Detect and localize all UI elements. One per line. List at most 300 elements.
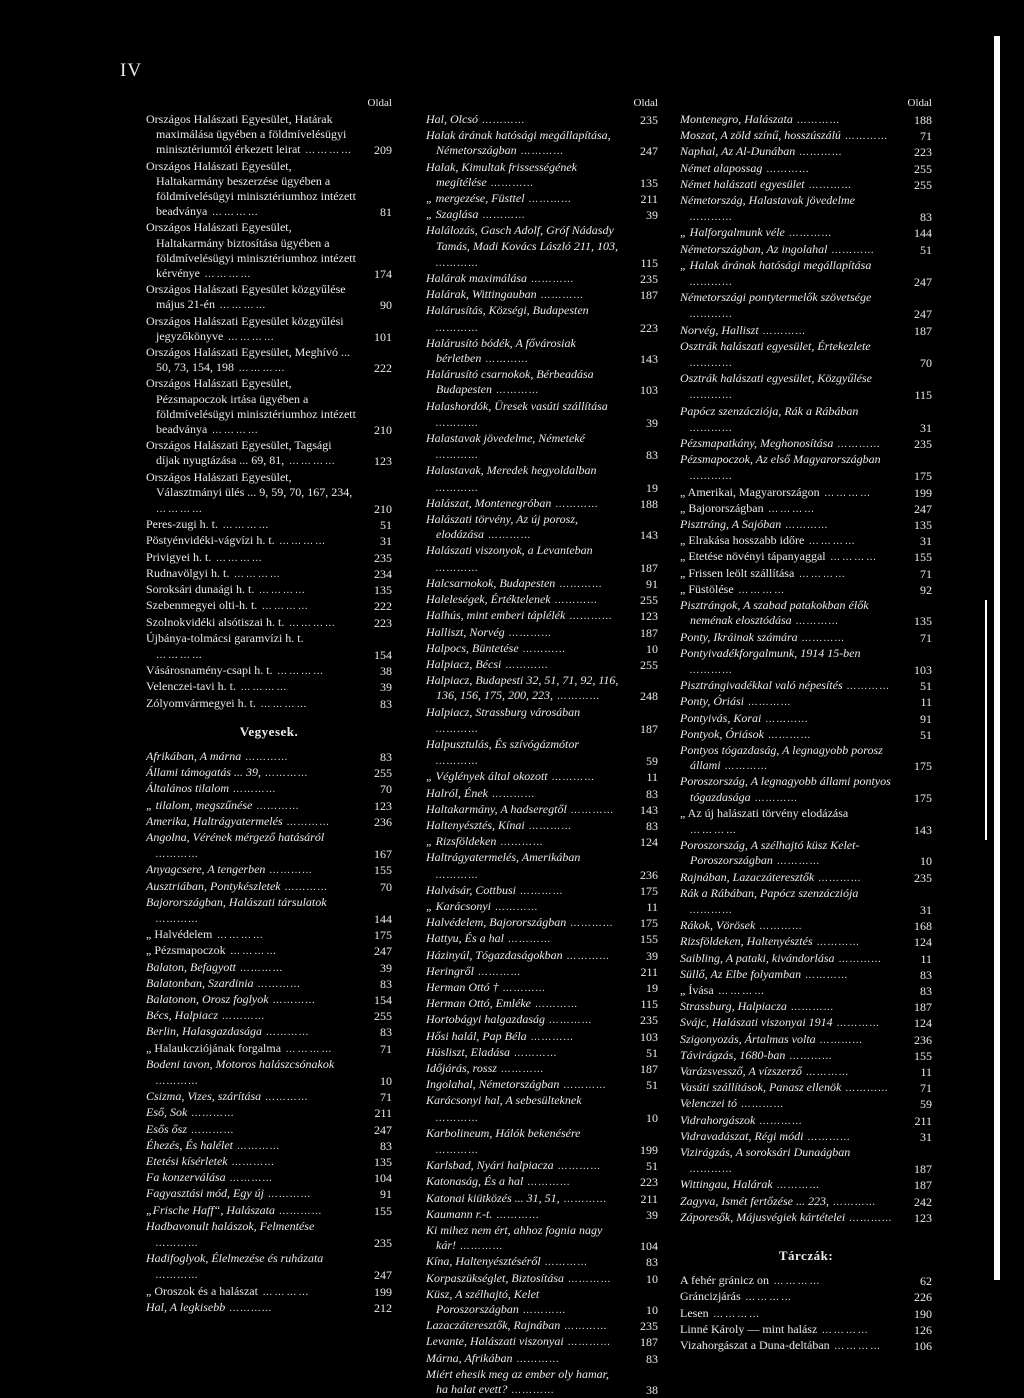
entry-page: 11 bbox=[920, 1064, 932, 1079]
entry-label: Herman Ottó † ………… bbox=[426, 980, 547, 994]
entry-label: Halhús, mint emberi táplélék ………… bbox=[426, 608, 613, 622]
entry-label: Ponty, Óriási ………… bbox=[680, 694, 792, 708]
index-entry bbox=[146, 566, 392, 582]
entry-label: „ Halforgalmunk véle ………… bbox=[680, 225, 833, 239]
entry-label: „ Halaukcziójának forgalma ………… bbox=[146, 1041, 334, 1055]
index-entry bbox=[680, 1015, 932, 1031]
index-entry bbox=[426, 1287, 658, 1318]
entry-page: 255 bbox=[374, 766, 392, 781]
index-entry bbox=[426, 1318, 658, 1334]
index-entry bbox=[680, 743, 932, 774]
entry-label: Halastavak jövedelme, Németeké ………… bbox=[426, 431, 585, 461]
index-entry bbox=[426, 737, 658, 769]
index-entry bbox=[680, 323, 932, 339]
entry-page: 187 bbox=[640, 1335, 658, 1350]
entry-page: 135 bbox=[374, 1155, 392, 1169]
entry-page: 115 bbox=[640, 997, 658, 1012]
entry-page: 155 bbox=[914, 1048, 932, 1063]
entry-label: Hadifoglyok, Élelmezése és ruházata ………… bbox=[146, 1251, 323, 1281]
entry-page: 38 bbox=[380, 664, 392, 679]
index-entry bbox=[680, 1129, 932, 1145]
index-entry bbox=[146, 976, 392, 992]
entry-label: Fagyasztási mód, Egy új ………… bbox=[146, 1186, 312, 1200]
entry-page: 235 bbox=[640, 1013, 658, 1028]
index-entry bbox=[146, 631, 392, 663]
entry-page: 11 bbox=[646, 899, 658, 914]
index-entry bbox=[426, 1126, 658, 1158]
entry-label: Haltakarmány, A hadseregtől ………… bbox=[426, 802, 615, 816]
entry-label: Saibling, A pataki, kivándorlása ………… bbox=[680, 951, 883, 965]
index-entry bbox=[426, 543, 658, 575]
entry-page: 83 bbox=[380, 976, 392, 991]
entry-page: 235 bbox=[374, 550, 392, 565]
entry-page: 92 bbox=[920, 582, 932, 597]
index-entry bbox=[146, 1251, 392, 1283]
entry-label: Anyagcsere, A tengerben ………… bbox=[146, 862, 314, 876]
entry-page: 11 bbox=[920, 695, 932, 710]
index-entry bbox=[426, 802, 658, 818]
entry-page: 90 bbox=[380, 298, 392, 313]
index-entry bbox=[426, 883, 658, 899]
entry-label: Márna, Afrikában ………… bbox=[426, 1351, 561, 1365]
index-entry bbox=[426, 608, 658, 624]
entry-page: 235 bbox=[640, 272, 658, 287]
entry-page: 255 bbox=[374, 1009, 392, 1024]
index-entry bbox=[426, 931, 658, 947]
index-entry bbox=[680, 838, 932, 869]
entry-label: Bécs, Halpiacz ………… bbox=[146, 1008, 266, 1022]
index-entry bbox=[426, 1254, 658, 1270]
entry-label: Országos Halászati Egyesület, Pézsmapoczok irtása ügyében a földmívelésügyi minisztériumhoz intézett beadványa ………… bbox=[146, 376, 356, 436]
index-entry bbox=[426, 834, 658, 850]
entry-page: 187 bbox=[640, 721, 658, 736]
index-entry bbox=[426, 431, 658, 463]
index-entry bbox=[426, 673, 658, 704]
index-entry bbox=[146, 1122, 392, 1138]
index-entry bbox=[680, 711, 932, 727]
entry-page: 10 bbox=[646, 1110, 658, 1125]
entry-label: Rajnában, Lazaczáteresztők ………… bbox=[680, 870, 862, 884]
entry-label: Halászati törvény, Az új porosz, elodázása ………… bbox=[426, 512, 578, 541]
entry-page: 187 bbox=[914, 1162, 932, 1177]
index-entry bbox=[146, 798, 392, 814]
entry-page: 155 bbox=[914, 550, 932, 565]
index-entry bbox=[426, 1174, 658, 1190]
entry-page: 83 bbox=[646, 1255, 658, 1270]
entry-label: Karbolineum, Hálók bekenésére ………… bbox=[426, 1126, 581, 1156]
entry-page: 168 bbox=[914, 919, 932, 934]
section-heading-vegyesek: Vegyesek. bbox=[239, 723, 299, 739]
entry-page: 255 bbox=[640, 657, 658, 672]
entry-page: 124 bbox=[914, 1016, 932, 1031]
index-entry bbox=[426, 1334, 658, 1350]
entry-page: 10 bbox=[920, 854, 932, 869]
entry-page: 70 bbox=[380, 879, 392, 894]
index-entry bbox=[146, 1089, 392, 1105]
entry-label: Strassburg, Halpiacza ………… bbox=[680, 999, 835, 1013]
entry-page: 83 bbox=[380, 1025, 392, 1040]
index-entry bbox=[680, 934, 932, 950]
index-entry bbox=[426, 625, 658, 641]
index-entry bbox=[146, 517, 392, 533]
index-entry bbox=[146, 814, 392, 830]
entry-label: Országos Halászati Egyesület, Haltakarmány biztosítása ügyében a földmívelésügyi minisztériumhoz intézett kérvénye ………… bbox=[146, 220, 356, 280]
entry-page: 103 bbox=[640, 383, 658, 398]
index-entry bbox=[146, 438, 392, 469]
index-entry bbox=[680, 549, 932, 565]
index-entry bbox=[426, 1029, 658, 1045]
entry-label: „ Elrakása hosszabb időre ………… bbox=[680, 533, 857, 547]
entry-page: 19 bbox=[646, 480, 658, 495]
entry-page: 247 bbox=[914, 501, 932, 516]
index-entry bbox=[426, 336, 658, 367]
entry-page: 242 bbox=[914, 1194, 932, 1209]
index-entry bbox=[680, 1194, 932, 1210]
entry-page: 175 bbox=[374, 928, 392, 943]
entry-page: 187 bbox=[640, 1061, 658, 1076]
entry-page: 199 bbox=[914, 485, 932, 500]
index-entry bbox=[680, 806, 932, 838]
entry-page: 187 bbox=[914, 1000, 932, 1015]
entry-page: 71 bbox=[920, 129, 932, 144]
index-entry bbox=[426, 367, 658, 398]
entry-label: Angolna, Vérének mérgező hatásáról ………… bbox=[146, 830, 324, 860]
index-entry bbox=[680, 404, 932, 436]
index-entry bbox=[426, 996, 658, 1012]
entry-page: 143 bbox=[640, 528, 658, 543]
index-entry bbox=[146, 533, 392, 549]
entry-page: 143 bbox=[640, 802, 658, 817]
index-entry bbox=[426, 964, 658, 980]
entry-page: 255 bbox=[640, 593, 658, 608]
entry-page: 175 bbox=[640, 883, 658, 898]
entry-label: Pontyos tógazdaság, A legnagyobb porosz állami ………… bbox=[680, 743, 883, 772]
index-entry bbox=[146, 598, 392, 614]
entry-label: Eső, Sok ………… bbox=[146, 1105, 235, 1119]
index-entry bbox=[680, 967, 932, 983]
index-entry bbox=[426, 287, 658, 303]
index-entry bbox=[146, 1105, 392, 1121]
index-entry bbox=[680, 694, 932, 710]
entry-page: 11 bbox=[646, 770, 658, 785]
entry-page: 103 bbox=[914, 662, 932, 677]
entry-label: Vizirágzás, A soroksári Dunaágban ………… bbox=[680, 1145, 850, 1175]
index-entry bbox=[426, 769, 658, 785]
entry-page: 235 bbox=[374, 1236, 392, 1251]
entry-page: 104 bbox=[640, 1239, 658, 1254]
entry-page: 51 bbox=[920, 679, 932, 694]
entry-label: Katonaság, És a hal ………… bbox=[426, 1174, 571, 1188]
entry-page: 226 bbox=[914, 1290, 932, 1305]
index-entry bbox=[146, 1024, 392, 1040]
entry-page: 59 bbox=[646, 754, 658, 769]
entry-label: Halpusztulás, És szívógázmótor ………… bbox=[426, 737, 579, 767]
entry-page: 10 bbox=[380, 1073, 392, 1088]
entry-page: 236 bbox=[640, 867, 658, 882]
entry-label: Hattyu, És a hal ………… bbox=[426, 931, 552, 945]
index-entry bbox=[426, 1271, 658, 1287]
index-entry bbox=[680, 1210, 932, 1226]
index-column-3 bbox=[680, 96, 932, 1354]
entry-page: 51 bbox=[380, 518, 392, 533]
entry-page: 51 bbox=[920, 242, 932, 257]
entry-page: 123 bbox=[374, 454, 392, 469]
entry-label: Német halászati egyesület ………… bbox=[680, 177, 853, 191]
index-entry bbox=[680, 371, 932, 403]
index-entry bbox=[146, 992, 392, 1008]
entry-page: 247 bbox=[374, 944, 392, 959]
entry-label: Svájc, Halászati viszonyai 1914 ………… bbox=[680, 1015, 881, 1029]
entry-page: 10 bbox=[646, 1303, 658, 1318]
entry-label: „ Halak árának hatósági megállapítása ………… bbox=[680, 258, 871, 288]
entry-label: Halastavak, Meredek hegyoldalban ………… bbox=[426, 463, 597, 493]
index-entry bbox=[680, 258, 932, 290]
entry-page: 236 bbox=[914, 1032, 932, 1047]
index-entry bbox=[680, 339, 932, 371]
index-entry bbox=[426, 223, 658, 271]
index-entry bbox=[426, 1158, 658, 1174]
entry-page: 31 bbox=[920, 1129, 932, 1144]
index-entry bbox=[426, 1367, 658, 1398]
entry-list bbox=[146, 112, 392, 712]
entry-label: „ Véglények által okozott ………… bbox=[426, 769, 596, 783]
entry-label: Korpaszükséglet, Biztosítása ………… bbox=[426, 1271, 612, 1285]
entry-label: Halak árának hatósági megállapítása, Németországban ………… bbox=[426, 128, 611, 157]
entry-label: Hal, A legkisebb ………… bbox=[146, 1300, 273, 1314]
entry-label: Halvédelem, Bajorországban ………… bbox=[426, 915, 614, 929]
index-entry bbox=[146, 1219, 392, 1251]
index-entry bbox=[680, 436, 932, 452]
index-entry bbox=[680, 501, 932, 517]
entry-page: 83 bbox=[920, 967, 932, 982]
index-entry bbox=[680, 951, 932, 967]
entry-label: Hal, Olcsó ………… bbox=[426, 112, 526, 126]
entry-label: Halárusítás, Községi, Budapesten ………… bbox=[426, 303, 589, 333]
entry-label: Állami támogatás ... 39, ………… bbox=[146, 765, 309, 779]
index-entry bbox=[146, 749, 392, 765]
entry-label: Karlsbad, Nyári halpiacza ………… bbox=[426, 1158, 602, 1172]
index-entry bbox=[426, 657, 658, 673]
index-entry bbox=[680, 1306, 932, 1322]
index-entry bbox=[146, 376, 392, 438]
entry-page: 174 bbox=[374, 267, 392, 282]
index-entry bbox=[426, 850, 658, 882]
entry-page: 83 bbox=[380, 1138, 392, 1153]
entry-label: Katonai kiütközés ... 31, 51, ………… bbox=[426, 1191, 608, 1205]
entry-page: 247 bbox=[640, 144, 658, 159]
index-entry bbox=[680, 533, 932, 549]
entry-label: Haltrágyatermelés, Amerikában ………… bbox=[426, 850, 580, 880]
entry-label: Pézsmapatkány, Meghonosítása ………… bbox=[680, 436, 881, 450]
entry-page: 255 bbox=[914, 177, 932, 192]
entry-page: 39 bbox=[646, 415, 658, 430]
entry-page: 223 bbox=[640, 320, 658, 335]
section-heading-tarczak: Tárczák: bbox=[778, 1248, 834, 1264]
entry-page: 70 bbox=[380, 782, 392, 797]
entry-label: Vidravadászat, Régi módi ………… bbox=[680, 1129, 852, 1143]
entry-page: 222 bbox=[374, 361, 392, 376]
entry-page: 135 bbox=[914, 614, 932, 629]
index-entry bbox=[426, 496, 658, 512]
entry-list bbox=[146, 749, 392, 1316]
entry-label: Halról, Ének ………… bbox=[426, 786, 536, 800]
entry-label: Országos Halászati Egyesület közgyűlése május 21-én ………… bbox=[146, 282, 346, 311]
entry-page: 83 bbox=[646, 448, 658, 463]
entry-page: 10 bbox=[646, 641, 658, 656]
entry-page: 143 bbox=[914, 822, 932, 837]
entry-page: 83 bbox=[646, 1351, 658, 1366]
index-entry bbox=[680, 242, 932, 258]
index-entry bbox=[426, 899, 658, 915]
index-entry bbox=[680, 485, 932, 501]
index-entry bbox=[680, 161, 932, 177]
entry-label: Velenczei-tavi h. t. ………… bbox=[146, 679, 288, 693]
index-entry bbox=[426, 128, 658, 159]
entry-label: Osztrák halászati egyesület, Értekezlete ………… bbox=[680, 339, 871, 369]
entry-label: Országos Halászati Egyesület, Határak maximálása ügyében a földmívelésügyi minisztériumtól érkezett leirat ………… bbox=[146, 112, 353, 156]
column-header: Oldal bbox=[907, 97, 932, 109]
index-entry bbox=[426, 576, 658, 592]
entry-page: 123 bbox=[374, 798, 392, 813]
index-entry bbox=[680, 1177, 932, 1193]
entry-label: Csizma, Vizes, szárítása ………… bbox=[146, 1089, 309, 1103]
entry-label: Pontyok, Óriások ………… bbox=[680, 727, 812, 741]
entry-page: 124 bbox=[914, 935, 932, 950]
entry-page: 70 bbox=[920, 356, 932, 371]
index-entry bbox=[680, 774, 932, 805]
entry-label: Németországban, Az ingolahal ………… bbox=[680, 242, 876, 256]
entry-label: Poroszország, A szélhajtó küsz Kelet-Poroszországban ………… bbox=[680, 838, 859, 867]
entry-label: Távirágzás, 1680-ban ………… bbox=[680, 1048, 833, 1062]
entry-page: 81 bbox=[380, 205, 392, 220]
entry-page: 235 bbox=[914, 870, 932, 885]
entry-label: Haltenyésztés, Kínai ………… bbox=[426, 818, 573, 832]
entry-page: 187 bbox=[640, 560, 658, 575]
entry-label: Balatonban, Szardinia ………… bbox=[146, 976, 302, 990]
entry-page: 135 bbox=[640, 175, 658, 190]
entry-label: Heringről ………… bbox=[426, 964, 522, 978]
entry-label: Küsz, A szélhajtó, Kelet Poroszországban ………… bbox=[426, 1287, 567, 1316]
index-entry bbox=[146, 663, 392, 679]
index-entry bbox=[146, 943, 392, 959]
entry-page: 31 bbox=[380, 534, 392, 549]
index-entry bbox=[426, 160, 658, 191]
index-entry bbox=[680, 1064, 932, 1080]
entry-label: Halárak, Wittingauban ………… bbox=[426, 287, 585, 301]
entry-page: 155 bbox=[374, 1203, 392, 1218]
entry-label: Halak, Kimultak frissességének megítélése ………… bbox=[426, 160, 577, 189]
entry-page: 38 bbox=[646, 1383, 658, 1398]
entry-label: Házinyúl, Tógazdaságokban ………… bbox=[426, 948, 611, 962]
entry-label: Vizahorgászat a Duna-deltában ………… bbox=[680, 1338, 882, 1352]
entry-label: Hadbavonult halászok, Felmentése ………… bbox=[146, 1219, 314, 1249]
index-entry bbox=[680, 144, 932, 160]
index-entry bbox=[146, 582, 392, 598]
entry-page: 248 bbox=[640, 689, 658, 704]
index-entry bbox=[680, 999, 932, 1015]
index-entry bbox=[680, 112, 932, 128]
entry-label: Poroszország, A legnagyobb állami pontyos tógazdasága ………… bbox=[680, 774, 891, 803]
page-number: IV bbox=[120, 60, 143, 81]
entry-label: Rizsföldeken, Haltenyésztés ………… bbox=[680, 934, 861, 948]
entry-page: 83 bbox=[920, 210, 932, 225]
entry-label: Soroksári dunaági h. t. ………… bbox=[146, 582, 307, 596]
index-entry bbox=[146, 1138, 392, 1154]
entry-label: „ Ívása ………… bbox=[680, 983, 766, 997]
entry-label: Zólyomvármegyei h. t. ………… bbox=[146, 696, 308, 710]
index-entry bbox=[426, 915, 658, 931]
index-entry bbox=[426, 1223, 658, 1254]
entry-label: Moszat, A zöld színű, hosszúszálú ………… bbox=[680, 128, 889, 142]
entry-page: 175 bbox=[914, 759, 932, 774]
entry-page: 39 bbox=[646, 208, 658, 223]
entry-page: 175 bbox=[914, 469, 932, 484]
index-entry bbox=[146, 1154, 392, 1170]
entry-page: 83 bbox=[920, 983, 932, 998]
entry-page: 104 bbox=[374, 1171, 392, 1186]
entry-page: 209 bbox=[374, 143, 392, 158]
entry-label: Halpocs, Büntetése ………… bbox=[426, 641, 567, 655]
index-entry bbox=[146, 830, 392, 862]
entry-label: Halászati viszonyok, a Levanteban ………… bbox=[426, 543, 593, 573]
entry-page: 187 bbox=[914, 323, 932, 338]
entry-page: 11 bbox=[920, 951, 932, 966]
entry-label: Hősi halál, Pap Béla ………… bbox=[426, 1029, 575, 1043]
index-entry bbox=[680, 225, 932, 241]
entry-label: Amerika, Haltrágyatermelés ………… bbox=[146, 814, 331, 828]
entry-page: 71 bbox=[380, 1090, 392, 1105]
entry-label: Németország, Halastavak jövedelme ………… bbox=[680, 193, 855, 223]
entry-label: Lazaczáteresztők, Rajnában ………… bbox=[426, 1318, 608, 1332]
index-entry bbox=[426, 1045, 658, 1061]
index-entry bbox=[680, 630, 932, 646]
index-entry bbox=[680, 646, 932, 678]
index-entry bbox=[426, 1093, 658, 1125]
index-entry bbox=[146, 1008, 392, 1024]
index-entry bbox=[680, 193, 932, 225]
index-entry bbox=[426, 463, 658, 495]
entry-label: „ Halvédelem ………… bbox=[146, 927, 265, 941]
entry-label: Montenegro, Halászata ………… bbox=[680, 112, 841, 126]
entry-label: Ki mihez nem ért, ahhoz fognia nagy kár! ………… bbox=[426, 1223, 602, 1252]
index-entry bbox=[680, 1113, 932, 1129]
index-entry bbox=[680, 177, 932, 193]
entry-page: 236 bbox=[374, 814, 392, 829]
index-entry bbox=[426, 948, 658, 964]
index-entry bbox=[680, 290, 932, 322]
index-entry bbox=[680, 582, 932, 598]
entry-label: Német alapossag ………… bbox=[680, 161, 810, 175]
entry-page: 187 bbox=[640, 625, 658, 640]
entry-page: 188 bbox=[640, 496, 658, 511]
entry-page: 83 bbox=[646, 786, 658, 801]
entry-page: 106 bbox=[914, 1339, 932, 1354]
entry-label: Halászat, Montenegróban ………… bbox=[426, 496, 599, 510]
entry-label: Szigonyozás, Ártalmas volta ………… bbox=[680, 1032, 864, 1046]
entry-label: Pontyivadékforgalmunk, 1914 15-ben ………… bbox=[680, 646, 861, 676]
entry-page: 31 bbox=[920, 902, 932, 917]
entry-label: Rákok, Vörösek ………… bbox=[680, 918, 803, 932]
index-entry bbox=[146, 765, 392, 781]
column-header: Oldal bbox=[367, 97, 392, 109]
index-entry bbox=[146, 1203, 392, 1219]
index-entry bbox=[146, 314, 392, 345]
entry-label: Linné Károly — mint halász ………… bbox=[680, 1322, 870, 1336]
index-entry bbox=[426, 271, 658, 287]
entry-label: Időjárás, rossz ………… bbox=[426, 1061, 545, 1075]
entry-label: Privigyei h. t. ………… bbox=[146, 550, 264, 564]
index-entry bbox=[680, 870, 932, 886]
